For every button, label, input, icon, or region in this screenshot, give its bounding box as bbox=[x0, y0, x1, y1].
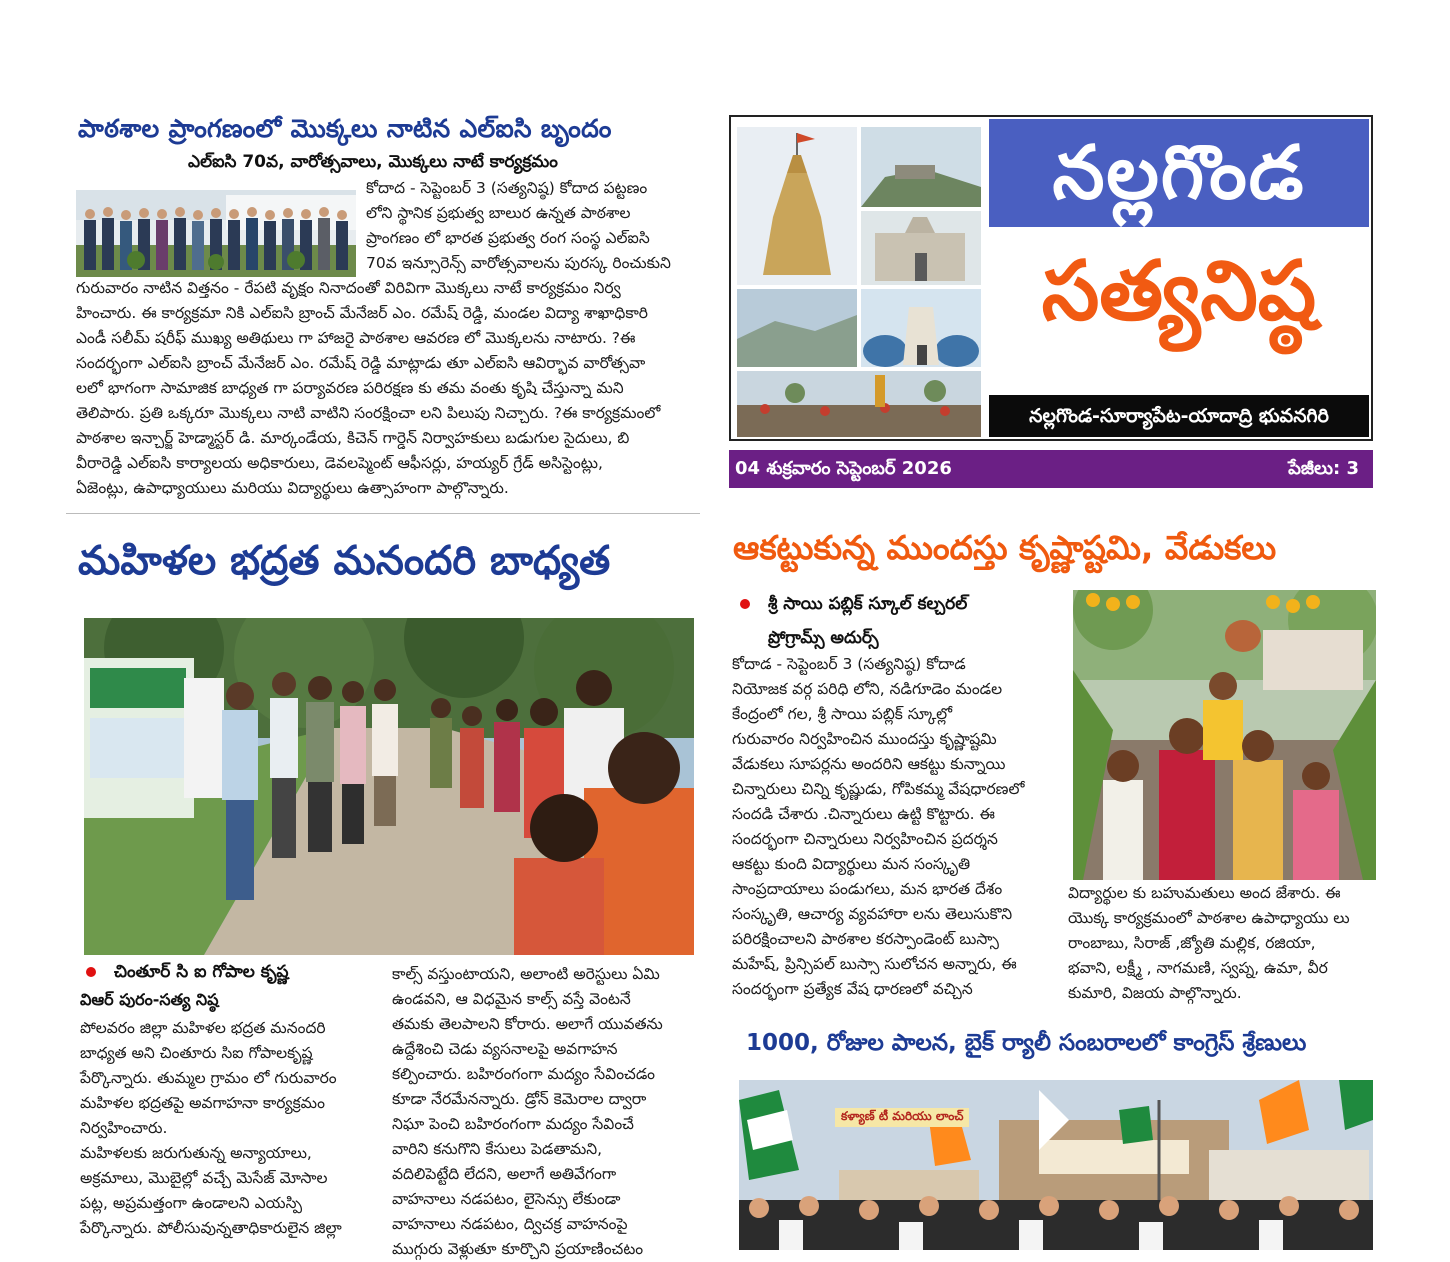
story2-line: పేర్కొన్నారు. తుమ్మల గ్రామం లో గురువారం bbox=[80, 1069, 337, 1087]
story1-line: ఎండీ సలీమ్ షరీఫ్ ముఖ్య అతిథులు గా హాజరై పాఠశాల ఆవరణ లో మొక్కలను నాటారు. ?ఈ bbox=[76, 329, 636, 347]
story3-line: నియోజక వర్గ పరిధి లోని, నడిగూడెం మండల bbox=[732, 680, 1003, 698]
story3-subhead bbox=[740, 594, 967, 618]
story2-line: బాధ్యత అని చింతూరు సిఐ గోపాలకృష్ణ bbox=[80, 1044, 313, 1062]
story1-line: లలో భాగంగా సామాజిక బాధ్యత గా పర్యావరణ పరిరక్షణ కు తమ వంతు కృషి చేస్తున్నా మని bbox=[76, 379, 624, 397]
bullet-icon bbox=[86, 967, 96, 977]
story3-line: చిన్నారులు చిన్ని కృష్ణుడు, గోపికమ్మ వేషధారణలో bbox=[732, 780, 1025, 798]
bullet-icon bbox=[740, 599, 750, 609]
story1-line: ఏజెంట్లు, ఉపాధ్యాయులు మరియు విద్యార్థులు ఉత్సాహంగా పాల్గొన్నారు. bbox=[76, 479, 509, 497]
story2-headline: మహిళల భద్రత మనందరి బాధ్యత bbox=[78, 538, 611, 584]
story1-line: గురువారం నాటిన విత్తనం - రేపటి వృక్షం నినాదంతో విరివిగా మొక్కలు నాటే కార్యక్రమం నిర్వ bbox=[76, 279, 621, 297]
masthead-district-bar bbox=[989, 395, 1369, 437]
story3-line: రాంబాబు, సిరాజ్ ,జ్యోతి మల్లిక, రజియా, bbox=[1068, 934, 1316, 952]
story3-line: వేడుకలు సూపర్లను అందరిని ఆకట్టు కున్నాయి bbox=[732, 755, 1006, 773]
story1-line: తెలిపారు. ప్రతి ఒక్కరూ మొక్కలు నాటి వాటిని సంరక్షించా లని పిలుపు నిచ్చారు. ?ఈ కార్యక్రమంలో bbox=[76, 404, 661, 422]
story2-line: వాహనాలు నడపటం, ద్విచక్ర వాహనంపై bbox=[392, 1215, 628, 1233]
story4-photo bbox=[739, 1080, 1373, 1250]
masthead-name-top: నల్లగొండ bbox=[1052, 130, 1306, 216]
story2-photo bbox=[84, 618, 694, 955]
story1-line: 70వ ఇన్సూరెన్స్ వారోత్సవాలను పురస్క రించుకుని bbox=[366, 254, 671, 272]
story2-line: కూడా నేరమేనన్నారు. డ్రోన్ కెమెరాల ద్వారా bbox=[392, 1090, 647, 1108]
story2-line: పట్ల, అప్రమత్తంగా ఉండాలని ఎయస్పి bbox=[80, 1194, 303, 1212]
story3-line: గురువారం నిర్వహించిన ముందస్తు కృష్ణాష్టమి bbox=[732, 730, 997, 748]
masthead-collage bbox=[735, 125, 983, 439]
story3-line: సందడి చేశారు .చిన్నారులు ఉట్టి కొట్టారు. ఈ bbox=[732, 805, 995, 823]
story3-headline: ఆకట్టుకున్న ముందస్తు కృష్ణాష్టమి, వేడుకలు bbox=[733, 528, 1277, 567]
story3-line: ఆకట్టు కుంది విద్యార్థులు మన సంస్కృతి bbox=[732, 855, 971, 873]
masthead-name-main: సత్యనిష్ఠ bbox=[1041, 244, 1317, 339]
story3-line: సందర్భంగా ప్రత్యేక వేష ధారణలో వచ్చిన bbox=[732, 980, 973, 998]
story3-line: సందర్భంగా చిన్నారులు నిర్వహించిన ప్రదర్శన bbox=[732, 830, 998, 848]
story3-line: కుమారి, విజయ పాల్గొన్నారు. bbox=[1068, 984, 1242, 1002]
story3-line: యొక్క కార్యక్రమంలో పాఠశాల ఉపాధ్యాయు లు bbox=[1068, 909, 1350, 927]
story2-line: నిఘా పెంచి బహిరంగంగా మద్యం సేవించే bbox=[392, 1115, 634, 1133]
story1-body bbox=[76, 176, 706, 501]
story2-col2 bbox=[392, 962, 704, 1262]
story3-line: మహేష్, ప్రిన్సిపల్ బుస్సా సులోచన అన్నారు, ఈ bbox=[732, 955, 1017, 973]
story1-line: పాఠశాల ఇన్చార్జ్ హెడ్మాస్టర్ డి. మార్కండేయ, కిచెన్ గార్డెన్ నిర్వాహకులు బడుగుల సైదులు, బి bbox=[76, 429, 630, 447]
story2-line: తమకు తెలపాలని కోరారు. అలాగే యువతను bbox=[392, 1015, 663, 1033]
page-count: పేజీలు: 3 bbox=[1288, 458, 1359, 479]
masthead bbox=[729, 115, 1373, 441]
story2-dateline: విఆర్ పురం-సత్య నిష్ఠ bbox=[80, 990, 219, 1009]
story1-line: కోదాద - సెప్టెంబర్ 3 (సత్యనిష్ఠ) కోదాద పట్టణం bbox=[366, 179, 648, 197]
story3-line: భవాని, లక్ష్మీ , నాగమణి, స్వప్న, ఉమా, వీర bbox=[1068, 959, 1328, 977]
story2-line: వాహనాలు నడపటం, లైసెన్సు లేకుండా bbox=[392, 1190, 621, 1208]
issue-date: 04 శుక్రవారం సెప్టెంబర్ 2026 bbox=[735, 458, 952, 479]
story3-right-body bbox=[1068, 881, 1388, 1006]
story3-line: కోదాడ - సెప్టెంబర్ 3 (సత్యనిష్ఠ) కోదాడ bbox=[732, 655, 966, 673]
masthead-districts: నల్లగొండ-సూర్యాపేట-యాదాద్రి భువనగిరి bbox=[1029, 405, 1329, 427]
story2-byline bbox=[86, 962, 289, 986]
story3-photo bbox=[1073, 590, 1376, 880]
story2-line: ఉండవని, ఆ విధమైన కాల్స్ వస్తే వెంటనే bbox=[392, 990, 631, 1008]
story3-line: పరిరక్షించాలని పాఠశాల కరస్పాండెంట్ బుస్సా bbox=[732, 930, 999, 948]
story2-line: పోలవరం జిల్లా మహిళల భద్రత మనందరి bbox=[80, 1019, 326, 1037]
story4-headline: 1000, రోజుల పాలన, బైక్ ర్యాలీ సంబరాలలో కాంగ్రెస్ శ్రేణులు bbox=[746, 1030, 1307, 1056]
story3-line: కేంద్రంలో గల, శ్రీ సాయి పబ్లిక్ స్కూల్లో bbox=[732, 705, 953, 723]
story3-body bbox=[732, 652, 1067, 1002]
story2-line: వారిని కనుగొని కేసులు పెడతామని, bbox=[392, 1140, 603, 1158]
story3-line: సాంప్రదాయాలు పండుగలు, మన భారత దేశం bbox=[732, 880, 1003, 898]
story2-reporter: చింతూర్ సి ఐ గోపాల కృష్ణ bbox=[114, 962, 289, 982]
story1-subhead: ఎల్ఐసి 70వ, వారోత్సవాలు, మొక్కలు నాటే కార్యక్రమం bbox=[188, 152, 558, 172]
story2-line: ముగ్గురు వెళ్లుతూ కూర్చొని ప్రయాణించటం bbox=[392, 1240, 644, 1258]
shop-sign: కళ్యాణ్ టీ మరియు లాంచ్ bbox=[835, 1108, 969, 1127]
story2-line: మహిళల భద్రతపై అవగాహనా కార్యక్రమం bbox=[80, 1094, 325, 1112]
story2-line: పేర్కొన్నారు. పోలీసువున్నతాధికారులైన జిల్లా bbox=[80, 1219, 342, 1237]
story3-subhead-2: ప్రోగ్రామ్స్ అదుర్స్ bbox=[768, 628, 879, 648]
story2-line: వదిలిపెట్టేది లేదని, అలాగే అతివేగంగా bbox=[392, 1165, 617, 1183]
story2-line: అక్రమాలు, మొబైల్లో వచ్చే మెసేజ్ మోసాల bbox=[80, 1169, 328, 1187]
story3-line: సంస్కృతి, ఆచార్య వ్యవహారా లను తెలుసుకొని bbox=[732, 905, 1013, 923]
story2-line: నిర్వహించారు. bbox=[80, 1119, 168, 1137]
story2-line: ఉద్దేశించి చెడు వ్యసనాలపై అవగాహన bbox=[392, 1040, 618, 1058]
date-bar bbox=[729, 450, 1373, 488]
story3-subhead-1: శ్రీ సాయి పబ్లిక్ స్కూల్ కల్చరల్ bbox=[768, 594, 968, 614]
story3-line: విద్యార్థుల కు బహుమతులు అంద జేశారు. ఈ bbox=[1068, 884, 1341, 902]
story2-line: మహిళలకు జరుగుతున్న అన్యాయాలు, bbox=[80, 1144, 312, 1162]
story2-line: కాల్స్ వస్తుంటాయని, అలాంటి అరెస్టులు ఏమి bbox=[392, 965, 660, 983]
section-divider bbox=[66, 513, 700, 514]
story2-line: కల్పించారు. బహిరంగంగా మద్యం సేవించడం bbox=[392, 1065, 655, 1083]
story1-line: ప్రాంగణం లో భారత ప్రభుత్వ రంగ సంస్థ ఎల్ఐసి bbox=[366, 229, 650, 247]
story1-line: లోని స్థానిక ప్రభుత్వ బాలుర ఉన్నత పాఠశాల bbox=[366, 204, 631, 222]
masthead-name-band bbox=[989, 119, 1369, 227]
story1-line: సందర్భంగా ఎల్ఐసి బ్రాంచ్ మేనేజర్ ఎం. రమేష్ రెడ్డి మాట్లాడు తూ ఎల్ఐసి ఆవిర్భావ వారోత్సవా bbox=[76, 354, 646, 372]
story2-col1 bbox=[80, 1016, 380, 1241]
story1-line: హించారు. ఈ కార్యక్రమా నికి ఎల్ఐసి బ్రాంచ్ మేనేజర్ ఎం. రమేష్ రెడ్డి, మండల విద్యా శాఖాధికారి bbox=[76, 304, 648, 322]
story1-line: వీరారెడ్డి ఎల్ఐసి కార్యాలయ అధికారులు, డెవలప్మెంట్ ఆఫీసర్లు, హయ్యర్ గ్రేడ్ అసిస్టెంట్లు, bbox=[76, 454, 603, 472]
story1-headline: పాఠశాల ప్రాంగణంలో మొక్కలు నాటిన ఎల్ఐసి బృందం bbox=[78, 114, 612, 143]
